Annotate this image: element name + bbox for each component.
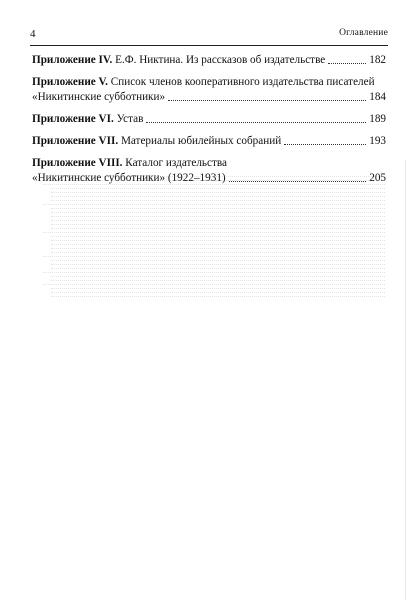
toc-entry-appendix-v[interactable] [32,75,386,105]
toc-entry-appendix-vii[interactable] [32,134,386,149]
toc-entry-title-continued: «Никитинские субботники» [32,91,166,103]
toc-entry-page: 189 [369,113,386,125]
toc-entry-page: 193 [369,135,386,147]
dot-leader [328,63,366,64]
toc-entry-title-continued: «Никитинские субботники» (1922–1931) [32,172,226,184]
toc-entry-title: Е.Ф. Никтина. Из рассказов об издательстве [115,54,326,66]
toc-entry-appendix-iv[interactable] [32,53,386,68]
page-edge-shadow [405,160,406,600]
page-number: 4 [30,28,36,40]
toc-entry-title: Устав [116,113,144,125]
toc-entry-appendix-vi[interactable] [32,112,386,127]
dot-leader [146,122,366,123]
header-rule [30,45,388,46]
toc-entry-label: Приложение IV. [32,54,113,66]
running-head: Оглавление [339,28,388,38]
toc-entry-label: Приложение VIII. [32,157,123,169]
table-of-contents [32,53,386,193]
toc-entry-title: Материалы юбилейных собраний [120,135,282,147]
dot-leader [168,100,366,101]
toc-entry-label: Приложение V. [32,76,108,88]
toc-entry-page: 184 [369,91,386,103]
toc-entry-title: Каталог издательства [125,157,227,169]
show-through-texture [40,176,388,300]
toc-entry-label: Приложение VI. [32,113,114,125]
toc-entry-page: 182 [369,54,386,66]
toc-entry-label: Приложение VII. [32,135,119,147]
dot-leader [284,144,366,145]
toc-entry-title: Список членов кооперативного издательства писателей [110,76,375,88]
page-header [30,28,388,44]
toc-entry-page: 205 [369,172,386,184]
